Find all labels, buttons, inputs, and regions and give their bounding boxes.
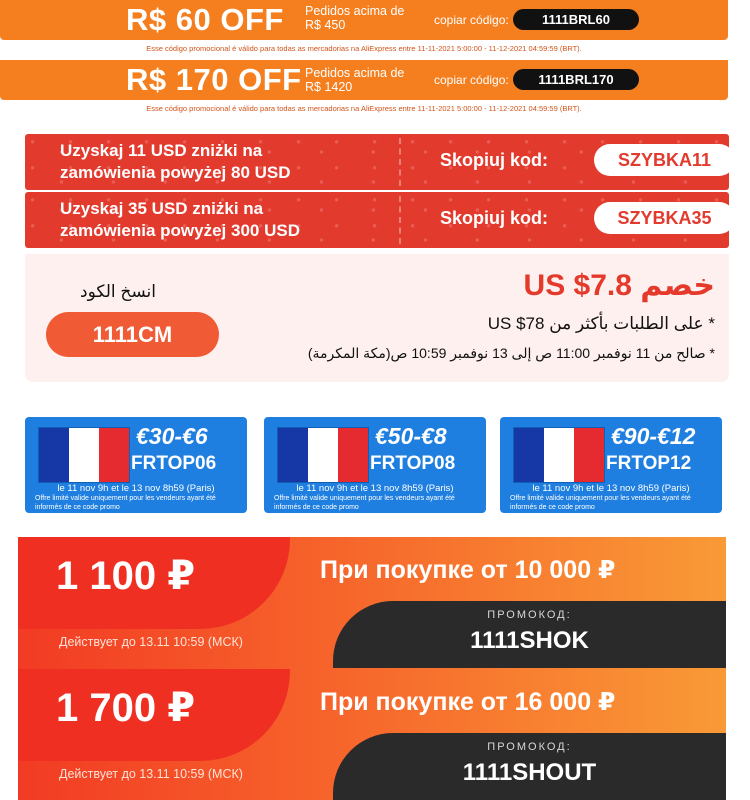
copy-code-label: copiar código: bbox=[434, 73, 509, 87]
description-line: Uzyskaj 35 USD zniżki na bbox=[60, 199, 264, 218]
description-line: zamówienia powyżej 80 USD bbox=[60, 163, 291, 182]
copy-code-label: copiar código: bbox=[434, 13, 509, 27]
copy-code-label: Skopiuj kod: bbox=[440, 208, 548, 228]
terms-note: Esse código promocional é válido para todas as mercadorias na AliExpress entre 11-11-2021 5:00:00 - 11-12-2021 04:59:59 (BRT). bbox=[146, 104, 582, 113]
ru-coupon bbox=[18, 537, 726, 668]
divider bbox=[399, 138, 401, 186]
coupon-description bbox=[60, 140, 291, 184]
copy-code-label: Skopiuj kod: bbox=[440, 150, 548, 170]
promo-code-box[interactable] bbox=[333, 733, 726, 800]
promo-code-label: ПРОМОКОД: bbox=[487, 609, 572, 621]
coupon-code-button[interactable]: 1111BRL60 bbox=[513, 9, 639, 30]
coupon-code-button[interactable]: 1111BRL170 bbox=[513, 69, 639, 90]
coupon-description bbox=[60, 198, 300, 242]
promo-code[interactable]: 1111SHOK bbox=[470, 627, 589, 654]
coupon-condition bbox=[305, 66, 404, 94]
pl-coupon bbox=[25, 134, 729, 190]
description-line: Uzyskaj 11 USD zniżki na bbox=[60, 141, 263, 160]
coupon-validity: * صالح من 11 نوفمبر 11:00 ص إلى 13 نوفمبر 10:59 ص(مكة المكرمة) bbox=[307, 345, 715, 361]
fr-coupon bbox=[25, 417, 247, 513]
promo-code-box[interactable] bbox=[333, 601, 726, 668]
coupon-amount: €30-€6 bbox=[136, 423, 208, 449]
promo-code[interactable]: 1111SHOUT bbox=[462, 759, 597, 786]
coupon-validity: Действует до 13.11 10:59 (МСК) bbox=[59, 635, 243, 649]
fr-coupon bbox=[500, 417, 722, 513]
coupon-note: Offre limité valide uniquement pour les vendeurs ayant été informés de ce code promo bbox=[274, 495, 455, 511]
france-flag-icon bbox=[277, 427, 369, 483]
coupon-validity: Действует до 13.11 10:59 (МСК) bbox=[59, 767, 243, 781]
br-coupon bbox=[0, 60, 728, 100]
terms-note: Esse código promocional é válido para todas as mercadorias na AliExpress entre 11-11-2021 5:00:00 - 11-12-2021 04:59:59 (BRT). bbox=[146, 44, 582, 53]
coupon-dates: le 11 nov 9h et le 13 nov 8h59 (Paris) bbox=[532, 483, 690, 494]
coupon-amount: €50-€8 bbox=[375, 423, 447, 449]
coupon-amount: 1 700 ₽ bbox=[56, 686, 196, 730]
ar-coupon bbox=[25, 254, 729, 382]
coupon-code[interactable]: FRTOP12 bbox=[606, 453, 692, 474]
pl-coupon bbox=[25, 192, 729, 248]
coupon-code-button[interactable]: SZYBKA35 bbox=[594, 202, 729, 234]
coupon-code[interactable]: FRTOP08 bbox=[370, 453, 456, 474]
fr-coupon bbox=[264, 417, 486, 513]
condition-line: Pedidos acima de bbox=[305, 4, 405, 18]
description-line: zamówienia powyżej 300 USD bbox=[60, 221, 300, 240]
br-coupon bbox=[0, 0, 728, 40]
copy-code-label: انسخ الكود bbox=[80, 282, 156, 301]
coupon-condition: При покупке от 10 000 ₽ bbox=[320, 556, 616, 584]
condition-line: R$ 1420 bbox=[305, 80, 353, 94]
france-flag-icon bbox=[38, 427, 130, 483]
divider bbox=[399, 196, 401, 244]
coupon-dates: le 11 nov 9h et le 13 nov 8h59 (Paris) bbox=[57, 483, 215, 494]
coupon-dates: le 11 nov 9h et le 13 nov 8h59 (Paris) bbox=[296, 483, 454, 494]
coupon-condition bbox=[305, 4, 404, 32]
ru-coupons bbox=[18, 537, 726, 800]
coupon-code-button[interactable]: SZYBKA11 bbox=[594, 144, 729, 176]
coupon-condition: При покупке от 16 000 ₽ bbox=[320, 688, 616, 716]
condition-line: R$ 450 bbox=[305, 18, 346, 32]
coupon-amount: €90-€12 bbox=[611, 423, 696, 449]
condition-line: Pedidos acima de bbox=[305, 66, 405, 80]
promo-code-label: ПРОМОКОД: bbox=[487, 741, 572, 753]
coupon-title: خصم US $7.8 bbox=[523, 269, 715, 302]
coupon-code[interactable]: FRTOP06 bbox=[131, 453, 217, 474]
france-flag-icon bbox=[513, 427, 605, 483]
coupon-note: Offre limité valide uniquement pour les vendeurs ayant été informés de ce code promo bbox=[35, 495, 216, 511]
coupon-amount: R$ 170 OFF bbox=[126, 62, 302, 97]
coupon-note: Offre limité valide uniquement pour les vendeurs ayant été informés de ce code promo bbox=[510, 495, 691, 511]
coupon-amount: R$ 60 OFF bbox=[126, 2, 284, 37]
coupon-amount: 1 100 ₽ bbox=[56, 554, 196, 598]
coupon-condition: * على الطلبات بأكثر من US $78 bbox=[487, 314, 715, 333]
coupon-code-button[interactable]: 1111CM bbox=[46, 312, 219, 357]
ru-coupon bbox=[18, 669, 726, 800]
